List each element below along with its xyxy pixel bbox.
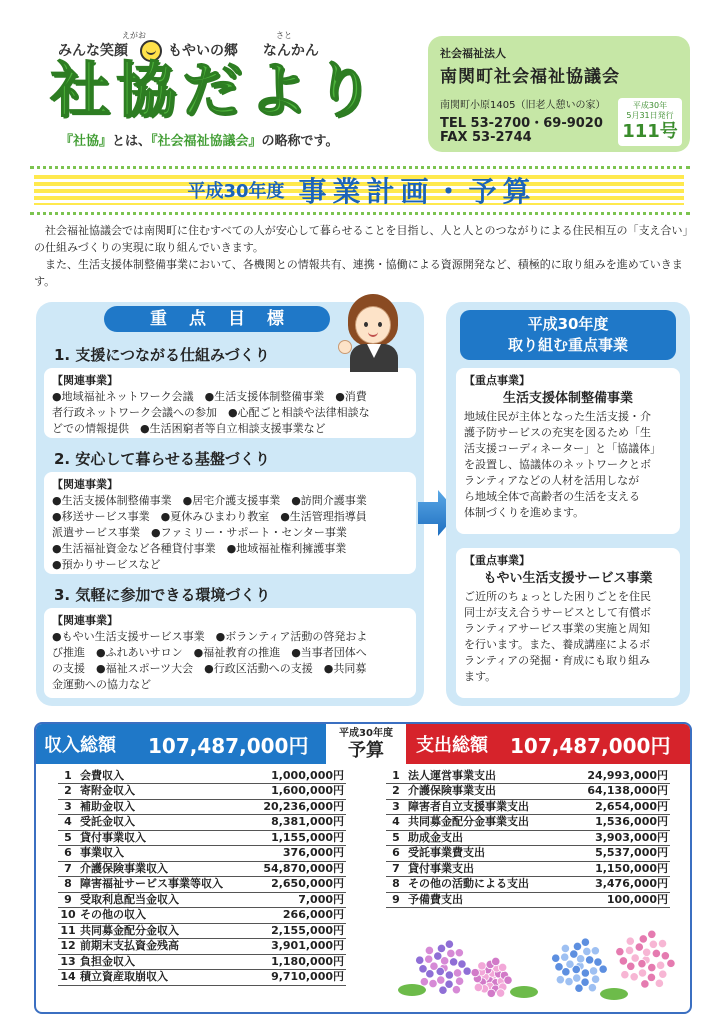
- income-table: [58, 768, 346, 986]
- expense-row: [386, 846, 670, 862]
- focus-2-line-2: 同士が支え合うサービスとして有償ボ: [464, 606, 651, 619]
- goal-1-related-label: 【関連事業】: [52, 374, 118, 387]
- dotted-rule-bottom: [30, 212, 690, 215]
- income-no: 1: [58, 768, 78, 784]
- goal-3-line-4: 金運動への協力など: [52, 678, 151, 691]
- goal-1-heading: 1. 支援につながる仕組みづくり: [54, 346, 270, 364]
- income-row: [58, 815, 346, 831]
- income-no: 4: [58, 815, 78, 831]
- expense-name: 貸付事業支出: [406, 861, 574, 877]
- plan-year: 平成30年度: [187, 181, 285, 202]
- goal-2-line-4: ●生活福祉資金など各種貸付事業 ●地域福祉権利擁護事業: [52, 542, 347, 555]
- income-name: 受取利息配当金収入: [78, 892, 248, 908]
- focus-1-line-3: 活支援コーディネーター」と「協議体」: [464, 442, 662, 455]
- expense-row: [386, 892, 670, 908]
- income-amount: 266,000円: [248, 908, 346, 924]
- income-amount: 7,000円: [248, 892, 346, 908]
- income-row: [58, 784, 346, 800]
- focus-1-line-7: 体制づくりを進めます。: [464, 506, 585, 519]
- focus-2-name: もやい生活支援サービス事業: [483, 571, 653, 586]
- expense-row: [386, 768, 670, 784]
- income-name: 介護保険事業収入: [78, 861, 248, 877]
- goal-2-related-label: 【関連事業】: [52, 478, 118, 491]
- expense-name: 障害者自立支援事業支出: [406, 799, 574, 815]
- focus-1-line-5: ランティアなどの人材を活用しなが: [464, 474, 640, 487]
- focus-title-text: 取り組む重点事業: [507, 336, 628, 354]
- plan-heading: [0, 170, 724, 210]
- intro-paragraph-2: また、生活支援体制整備事業において、各機関との情報共有、連携・協働による資源開発など、積極的に取り組みを進めていきます。: [34, 258, 683, 288]
- income-row: [58, 830, 346, 846]
- income-name: 受託金収入: [78, 815, 248, 831]
- income-amount: 376,000円: [248, 846, 346, 862]
- slogan-part-3: なんかん: [262, 43, 319, 59]
- income-name: 負担金収入: [78, 954, 248, 970]
- expense-table: [386, 768, 670, 908]
- income-no: 3: [58, 799, 78, 815]
- goal-3-box: [44, 608, 416, 698]
- plan-title: 事業計画・予算: [298, 175, 537, 208]
- focus-1-line-1: 地域住民が主体となった生活支援・介: [464, 410, 651, 423]
- income-name: その他の収入: [78, 908, 248, 924]
- expense-name: 介護保険事業支出: [406, 784, 574, 800]
- goal-1-line-1: ●地域福祉ネットワーク会議 ●生活支援体制整備事業 ●消費: [52, 390, 367, 403]
- expense-banner: [406, 724, 690, 764]
- income-no: 2: [58, 784, 78, 800]
- income-row: [58, 970, 346, 986]
- focus-item-1: [456, 368, 680, 534]
- focus-2-line-6: ます。: [464, 670, 497, 683]
- org-type: 社会福祉法人: [440, 47, 506, 60]
- focus-2-line-1: ご近所のちょっとした困りごとを住民: [464, 590, 651, 603]
- note-mid: とは、: [112, 134, 152, 149]
- hydrangea-flowers-icon: [384, 920, 684, 1008]
- expense-no: 5: [386, 830, 406, 846]
- goal-2-heading: 2. 安心して暮らせる基盤づくり: [54, 450, 270, 468]
- expense-amount: 3,476,000円: [574, 877, 670, 893]
- focus-item-2: [456, 548, 680, 698]
- intro-paragraph-1: 社会福祉協議会では南関町に住むすべての人が安心して暮らせることを目指し、人と人とのつながりによる住民相互の「支え合い」の仕組みづくりの実現に取り組んでいきます。: [34, 224, 688, 254]
- income-row: [58, 768, 346, 784]
- expense-name: 法人運営事業支出: [406, 768, 574, 784]
- focus-title: [460, 310, 676, 360]
- income-amount: 1,000,000円: [248, 768, 346, 784]
- expense-no: 2: [386, 784, 406, 800]
- focus-1-tag: 【重点事業】: [464, 374, 530, 387]
- income-amount: 1,155,000円: [248, 830, 346, 846]
- goal-2-line-2: ●移送サービス事業 ●夏休みひまわり教室 ●生活管理指導員: [52, 510, 367, 523]
- expense-amount: 5,537,000円: [574, 846, 670, 862]
- note-end: の略称です。: [261, 134, 339, 149]
- income-no: 5: [58, 830, 78, 846]
- expense-no: 7: [386, 861, 406, 877]
- expense-no: 4: [386, 815, 406, 831]
- focus-1-line-4: を設置し、協議体のネットワークとボ: [464, 458, 651, 471]
- dotted-rule-top: [30, 166, 690, 169]
- income-name: 寄附金収入: [78, 784, 248, 800]
- expense-amount: 1,150,000円: [574, 861, 670, 877]
- budget-center-label: [326, 724, 406, 764]
- org-fax: FAX 53-2744: [440, 130, 532, 145]
- issue-date-year: 平成30年: [632, 101, 668, 110]
- income-total: 107,487,000円: [148, 734, 309, 758]
- income-label: 収入総額: [44, 735, 116, 756]
- income-row: [58, 846, 346, 862]
- focus-2-tag: 【重点事業】: [464, 554, 530, 567]
- ruby-egao: えがお: [122, 31, 146, 40]
- org-address: 南関町小原1405（旧老人憩いの家）: [440, 100, 606, 111]
- goal-2-line-1: ●生活支援体制整備事業 ●居宅介護支援事業 ●訪問介護事業: [52, 494, 367, 507]
- focus-1-name: 生活支援体制整備事業: [502, 391, 633, 406]
- woman-guide-illustration: [336, 292, 412, 372]
- note-quote-2: 『社会福祉協議会』: [151, 134, 262, 149]
- expense-no: 3: [386, 799, 406, 815]
- expense-no: 6: [386, 846, 406, 862]
- income-row: [58, 877, 346, 893]
- income-amount: 20,236,000円: [248, 799, 346, 815]
- issue-number: 111号: [622, 121, 678, 142]
- expense-row: [386, 877, 670, 893]
- expense-row: [386, 799, 670, 815]
- income-name: 会費収入: [78, 768, 248, 784]
- org-tel: TEL 53-2700・69-9020: [440, 116, 603, 131]
- expense-no: 1: [386, 768, 406, 784]
- expense-row: [386, 784, 670, 800]
- income-no: 14: [58, 970, 78, 986]
- goal-3-heading: 3. 気軽に参加できる環境づくり: [54, 586, 271, 604]
- expense-name: 予備費支出: [406, 892, 574, 908]
- income-amount: 54,870,000円: [248, 861, 346, 877]
- expense-amount: 2,654,000円: [574, 799, 670, 815]
- budget-area: [34, 722, 692, 1014]
- goals-label: 重点目標: [104, 306, 330, 332]
- expense-no: 9: [386, 892, 406, 908]
- goal-3-line-1: ●もやい生活支援サービス事業 ●ボランティア活動の啓発およ: [52, 630, 368, 643]
- expense-name: 助成金支出: [406, 830, 574, 846]
- expense-amount: 100,000円: [574, 892, 670, 908]
- expense-amount: 1,536,000円: [574, 815, 670, 831]
- income-no: 9: [58, 892, 78, 908]
- goal-1-line-3: どでの情報提供 ●生活困窮者等自立相談支援事業など: [52, 422, 326, 435]
- slogan-part-1: みんな笑顔: [58, 43, 128, 59]
- focus-1-line-2: 護予防サービスの充実を図るため「生: [464, 426, 651, 439]
- expense-name: 受託事業費支出: [406, 846, 574, 862]
- income-no: 12: [58, 939, 78, 955]
- expense-amount: 64,138,000円: [574, 784, 670, 800]
- budget-year: 平成30年度: [339, 728, 393, 739]
- income-amount: 1,600,000円: [248, 784, 346, 800]
- goal-3-related-label: 【関連事業】: [52, 614, 118, 627]
- income-row: [58, 954, 346, 970]
- income-banner: [36, 724, 326, 764]
- slogan-part-2: もやいの郷: [168, 43, 238, 59]
- expense-row: [386, 830, 670, 846]
- income-name: 障害福祉サービス事業等収入: [78, 877, 248, 893]
- focus-2-line-3: ランティアサービス事業の実施と周知: [464, 622, 651, 635]
- expense-amount: 24,993,000円: [574, 768, 670, 784]
- income-name: 貸付事業収入: [78, 830, 248, 846]
- goal-1-line-2: 者行政ネットワーク会議への参加 ●心配ごと相談や法律相談な: [52, 406, 370, 419]
- focus-2-line-5: ランティアの発掘・育成にも取り組み: [464, 654, 651, 667]
- expense-row: [386, 861, 670, 877]
- issue-date-day: 5月31日発行: [626, 111, 674, 120]
- income-name: 補助金収入: [78, 799, 248, 815]
- income-row: [58, 908, 346, 924]
- goal-1-box: [44, 368, 416, 438]
- note-quote-1: 『社協』: [60, 134, 113, 149]
- newsletter-title: 社協だより: [50, 56, 380, 126]
- income-row: [58, 799, 346, 815]
- expense-name: 共同募金配分金事業支出: [406, 815, 574, 831]
- income-row: [58, 939, 346, 955]
- goal-3-line-3: の支援 ●福祉スポーツ大会 ●行政区活動への支援 ●共同募: [52, 662, 367, 675]
- masthead: [0, 0, 724, 160]
- focus-panel: [446, 302, 690, 706]
- income-name: 共同募金配分金収入: [78, 923, 248, 939]
- goal-3-line-2: び推進 ●ふれあいサロン ●福祉教育の推進 ●当事者団体へ: [52, 646, 367, 659]
- income-amount: 3,901,000円: [248, 939, 346, 955]
- abbreviation-note: [60, 130, 339, 149]
- issue-box: [618, 98, 682, 146]
- income-no: 6: [58, 846, 78, 862]
- goal-2-line-5: ●預かりサービスなど: [52, 558, 161, 571]
- income-name: 積立資産取崩収入: [78, 970, 248, 986]
- income-no: 10: [58, 908, 78, 924]
- budget-word: 予算: [348, 740, 384, 761]
- expense-label: 支出総額: [416, 735, 488, 756]
- income-row: [58, 923, 346, 939]
- expense-amount: 3,903,000円: [574, 830, 670, 846]
- focus-2-line-4: を行います。また、養成講座によるボ: [464, 638, 651, 651]
- income-amount: 8,381,000円: [248, 815, 346, 831]
- income-amount: 2,650,000円: [248, 877, 346, 893]
- focus-title-year: 平成30年度: [527, 315, 609, 333]
- ruby-sato: さと: [276, 31, 292, 40]
- goal-2-line-3: 派遣サービス事業 ●ファミリー・サポート・センター事業: [52, 526, 347, 539]
- income-no: 11: [58, 923, 78, 939]
- organization-box: [428, 36, 690, 152]
- income-row: [58, 861, 346, 877]
- income-no: 13: [58, 954, 78, 970]
- expense-row: [386, 815, 670, 831]
- income-amount: 1,180,000円: [248, 954, 346, 970]
- income-row: [58, 892, 346, 908]
- focus-1-line-6: ら地域全体で高齢者の生活を支える: [464, 490, 640, 503]
- org-name: 南関町社会福祉協議会: [440, 67, 620, 87]
- income-no: 7: [58, 861, 78, 877]
- intro-text: [34, 222, 690, 290]
- expense-no: 8: [386, 877, 406, 893]
- income-name: 事業収入: [78, 846, 248, 862]
- expense-total: 107,487,000円: [510, 734, 671, 758]
- issue-date: [618, 98, 682, 121]
- income-amount: 9,710,000円: [248, 970, 346, 986]
- income-amount: 2,155,000円: [248, 923, 346, 939]
- goal-2-box: [44, 472, 416, 574]
- income-no: 8: [58, 877, 78, 893]
- income-name: 前期末支払資金残高: [78, 939, 248, 955]
- expense-name: その他の活動による支出: [406, 877, 574, 893]
